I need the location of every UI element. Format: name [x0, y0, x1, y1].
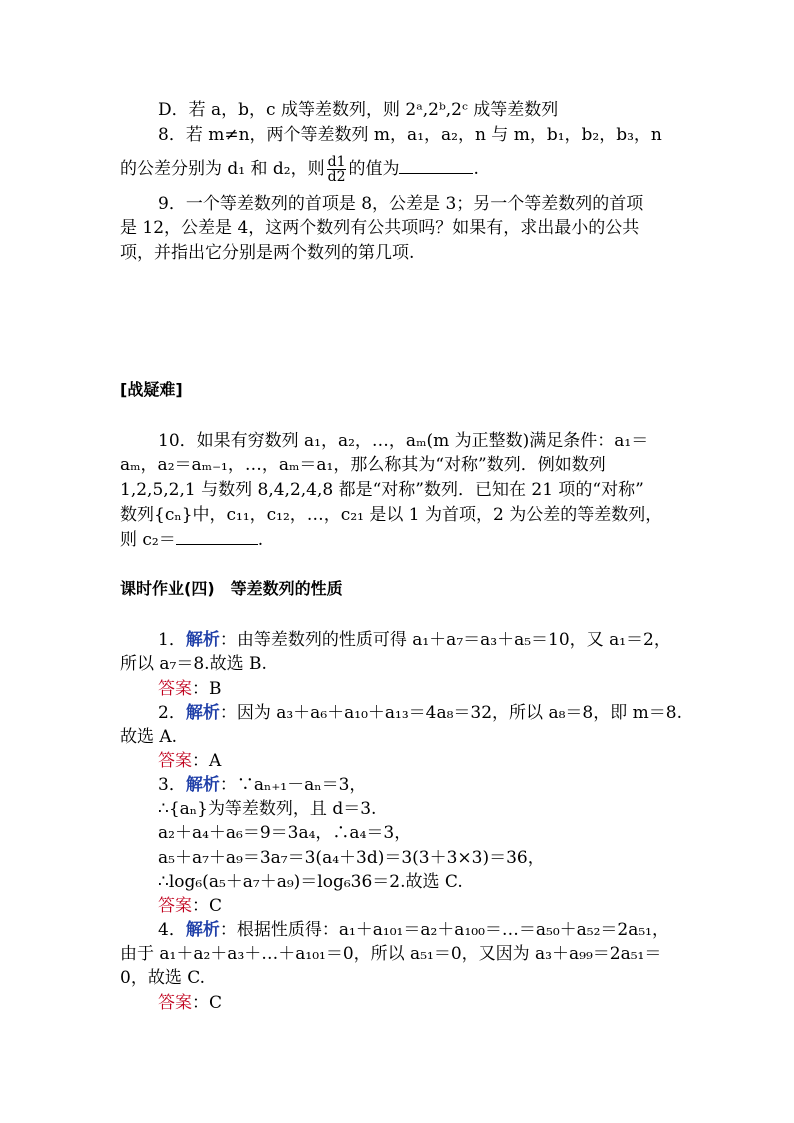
answer-4-key	[158, 991, 222, 1015]
answer-label: 答案	[158, 993, 192, 1013]
answer-3-line-5: ∴log₆(a₅＋a₇＋a₉)＝log₆36＝2.故选 C.	[158, 872, 463, 892]
question-8-line-1: 8．若 m≠n，两个等差数列 m，a₁，a₂，n 与 m，b₁，b₂，b₃，n	[158, 125, 662, 145]
question-10-line-2: aₘ，a₂＝aₘ₋₁，…，aₘ＝a₁，那么称其为“对称”数列．例如数列	[120, 455, 606, 475]
fraction-numerator: d1	[327, 154, 346, 170]
answer-4-line-2: 由于 a₁＋a₂＋a₃＋…＋a₁₀₁＝0，所以 a₅₁＝0，又因为 a₃＋a₉₉＝2a₅₁＝	[120, 944, 662, 964]
answer-1-number: 1．	[158, 630, 186, 650]
answer-3-text: ：∵aₙ₊₁－aₙ＝3，	[219, 775, 367, 795]
answer-3-line-1	[158, 773, 366, 797]
answer-4-number: 4．	[158, 920, 186, 940]
answer-blank-8[interactable]	[399, 157, 473, 174]
question-8-text-b: 的值为	[348, 159, 400, 179]
analysis-label: 解析	[185, 775, 220, 795]
question-10-line-3: 1,2,5,2,1 与数列 8,4,2,4,8 都是“对称”数列．已知在 21 项的“对称”	[120, 480, 644, 500]
question-9-line-1: 9．一个等差数列的首项是 8，公差是 3；另一个等差数列的首项	[158, 194, 644, 214]
answer-blank-10[interactable]	[176, 528, 258, 545]
answer-label: 答案	[158, 751, 192, 771]
question-8-line-2	[120, 155, 479, 184]
option-d: D．若 a，b，c 成等差数列，则 2ᵃ,2ᵇ,2ᶜ 成等差数列	[158, 100, 559, 120]
answer-3-line-2: ∴{aₙ}为等差数列，且 d＝3.	[158, 799, 377, 819]
answer-2-text: ：因为 a₃＋a₆＋a₁₀＋a₁₃＝4a₈＝32，所以 a₈＝8，即 m＝8.	[219, 703, 682, 723]
answer-2-value: ：A	[192, 751, 222, 771]
analysis-label: 解析	[185, 703, 220, 723]
fraction-denominator: d2	[327, 169, 346, 185]
question-10-line-1: 10．如果有穷数列 a₁，a₂，…，aₘ(m 为正整数)满足条件：a₁＝	[158, 431, 649, 451]
answer-3-key	[158, 894, 222, 918]
answer-1-line-1	[158, 628, 671, 652]
question-10-line-4: 数列{cₙ}中，c₁₁，c₁₂，…，c₂₁ 是以 1 为首项，2 为公差的等差数列，	[120, 505, 663, 525]
answer-1-line-2: 所以 a₇＝8.故选 B.	[120, 654, 267, 674]
answer-1-text: ：由等差数列的性质可得 a₁＋a₇＝a₃＋a₅＝10，又 a₁＝2，	[219, 630, 671, 650]
question-10-text: 则 c₂＝	[120, 530, 176, 550]
answer-4-line-3: 0，故选 C.	[120, 968, 206, 988]
answer-label: 答案	[158, 679, 192, 699]
question-10-line-5	[120, 528, 263, 552]
answer-3-line-3: a₂＋a₄＋a₆＝9＝3a₄，∴a₄＝3，	[158, 823, 412, 843]
question-8-text-a: 的公差分别为 d₁ 和 d₂，则	[120, 159, 325, 179]
answer-1-value: ：B	[192, 679, 222, 699]
answer-3-value: ：C	[192, 896, 223, 916]
answer-4-text: ：根据性质得：a₁＋a₁₀₁＝a₂＋a₁₀₀＝…＝a₅₀＋a₅₂＝2a₅₁，	[219, 920, 669, 940]
answer-4-line-1	[158, 918, 669, 942]
question-8-end: .	[473, 159, 479, 179]
answer-3-line-4: a₅＋a₇＋a₉＝3a₇＝3(a₄＋3d)＝3(3＋3×3)＝36，	[158, 848, 545, 868]
answer-2-number: 2．	[158, 703, 186, 723]
answers-title: 课时作业(四) 等差数列的性质	[120, 579, 343, 598]
answer-label: 答案	[158, 896, 192, 916]
section-heading-hard: [战疑难]	[120, 380, 183, 399]
question-9-line-2: 是 12，公差是 4，这两个数列有公共项吗？如果有，求出最小的公共	[120, 218, 640, 238]
question-10-end: .	[257, 530, 264, 550]
answer-2-line-2: 故选 A.	[120, 727, 178, 747]
answer-2-key	[158, 749, 221, 773]
answer-1-key	[158, 677, 222, 701]
analysis-label: 解析	[185, 920, 220, 940]
analysis-label: 解析	[185, 630, 220, 650]
fraction-d1-d2	[327, 155, 347, 184]
answer-3-number: 3．	[158, 775, 186, 795]
answer-4-value: ：C	[192, 993, 223, 1013]
answer-2-line-1	[158, 701, 682, 725]
question-9-line-3: 项，并指出它分别是两个数列的第几项.	[120, 243, 415, 263]
